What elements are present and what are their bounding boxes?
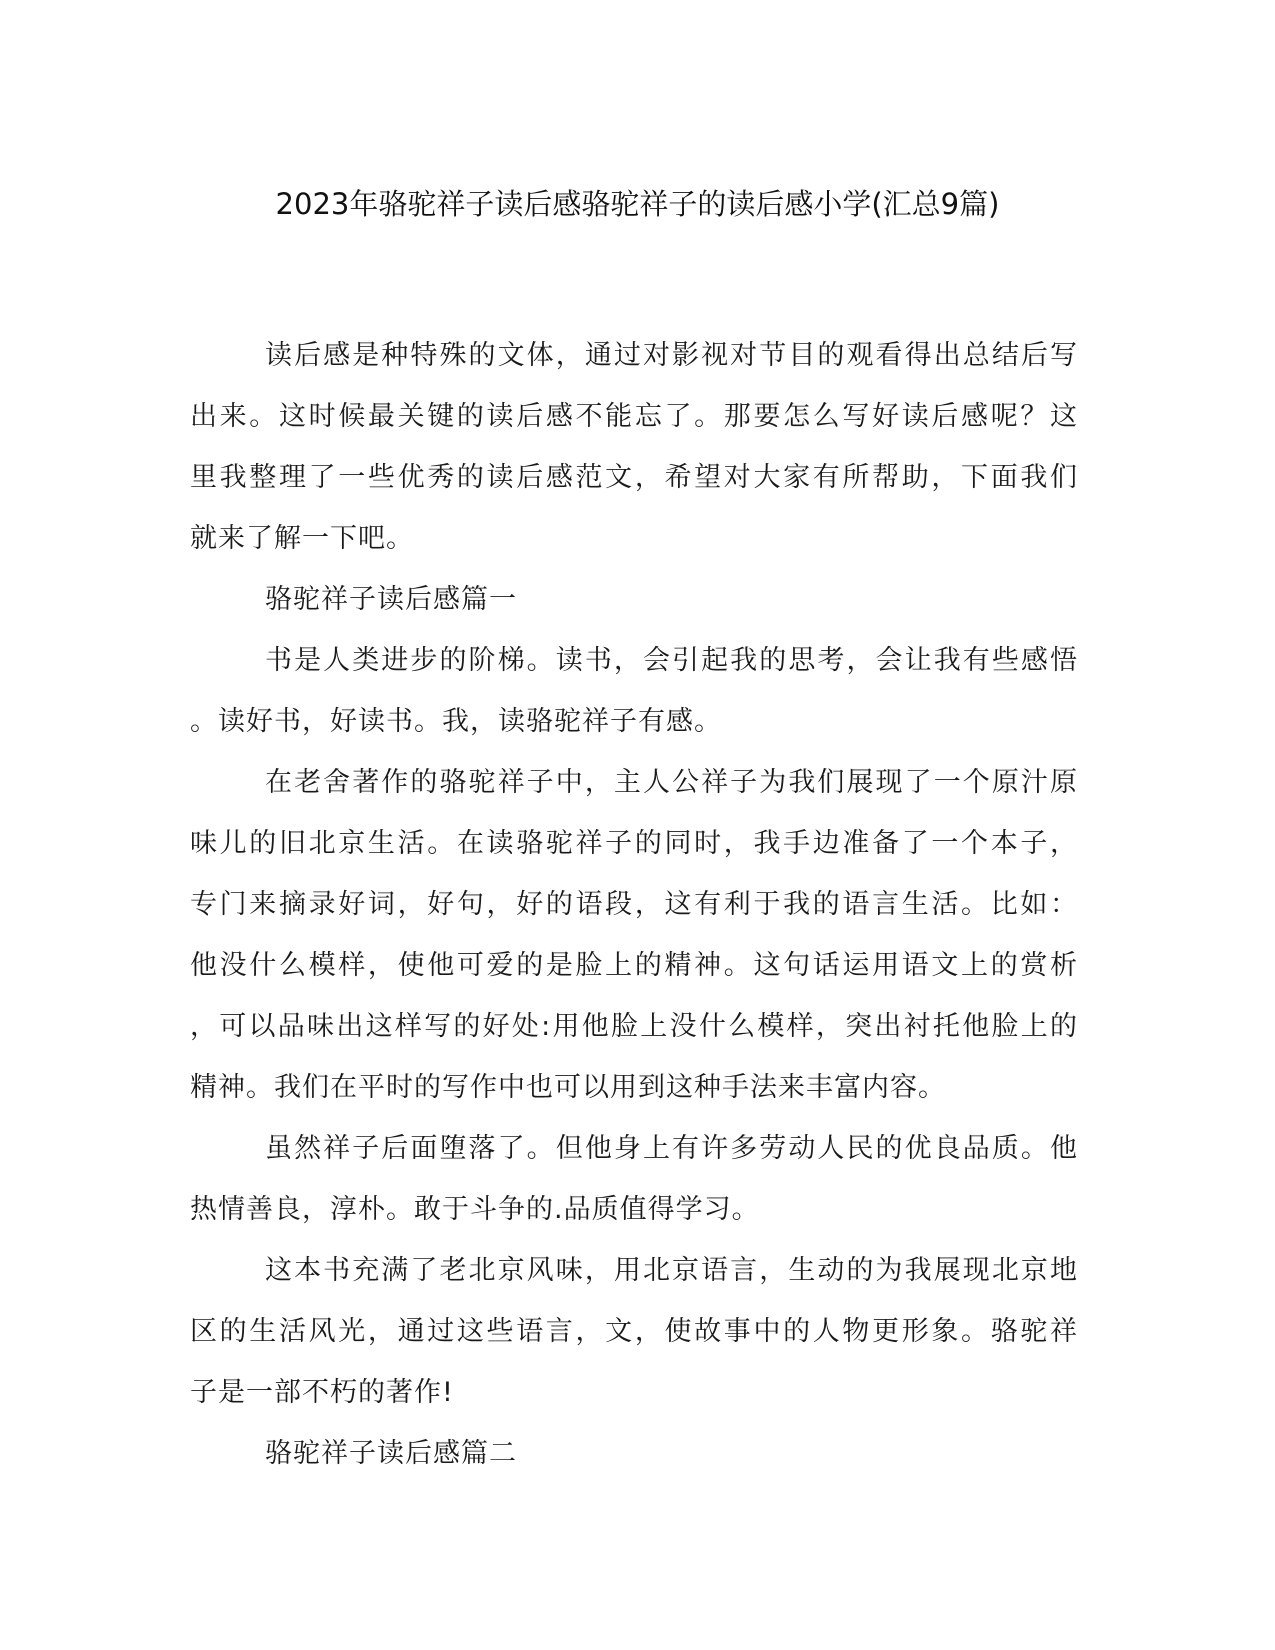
text-line: 区的生活风光，通过这些语言，文，使故事中的人物更形象。骆驼祥 — [190, 1316, 1078, 1347]
text-line: 在老舍著作的骆驼祥子中，主人公祥子为我们展现了一个原汁原 — [265, 767, 1078, 798]
text-line: 书是人类进步的阶梯。读书，会引起我的思考，会让我有些感悟 — [265, 645, 1078, 676]
text-line: 专门来摘录好词，好句，好的语段，这有利于我的语言生活。比如： — [190, 889, 1078, 920]
text-line: 虽然祥子后面堕落了。但他身上有许多劳动人民的优良品质。他 — [265, 1133, 1078, 1164]
text-line: ，可以品味出这样写的好处:用他脸上没什么模样，突出衬托他脸上的 — [190, 1011, 1078, 1042]
text-line: 热情善良，淳朴。敢于斗争的.品质值得学习。 — [190, 1194, 760, 1225]
text-line: 读后感是种特殊的文体，通过对影视对节目的观看得出总结后写 — [265, 340, 1078, 371]
text-line: 就来了解一下吧。 — [190, 523, 414, 554]
document-title: 2023年骆驼祥子读后感骆驼祥子的读后感小学(汇总9篇) — [275, 187, 1000, 221]
text-line: 他没什么模样，使他可爱的是脸上的精神。这句话运用语文上的赏析 — [190, 950, 1078, 981]
text-line: 味儿的旧北京生活。在读骆驼祥子的同时，我手边准备了一个本子， — [190, 828, 1078, 859]
document-body — [190, 325, 1078, 1484]
text-line: 骆驼祥子读后感篇二 — [265, 1438, 517, 1469]
text-line: 精神。我们在平时的写作中也可以用到这种手法来丰富内容。 — [190, 1072, 946, 1103]
text-line: 里我整理了一些优秀的读后感范文，希望对大家有所帮助，下面我们 — [190, 462, 1078, 493]
text-line: 这本书充满了老北京风味，用北京语言，生动的为我展现北京地 — [265, 1255, 1078, 1286]
text-line: 骆驼祥子读后感篇一 — [265, 584, 517, 615]
text-line: 。读好书，好读书。我，读骆驼祥子有感。 — [190, 706, 722, 737]
text-line: 子是一部不朽的著作! — [190, 1377, 454, 1408]
text-line: 出来。这时候最关键的读后感不能忘了。那要怎么写好读后感呢？这 — [190, 401, 1078, 432]
